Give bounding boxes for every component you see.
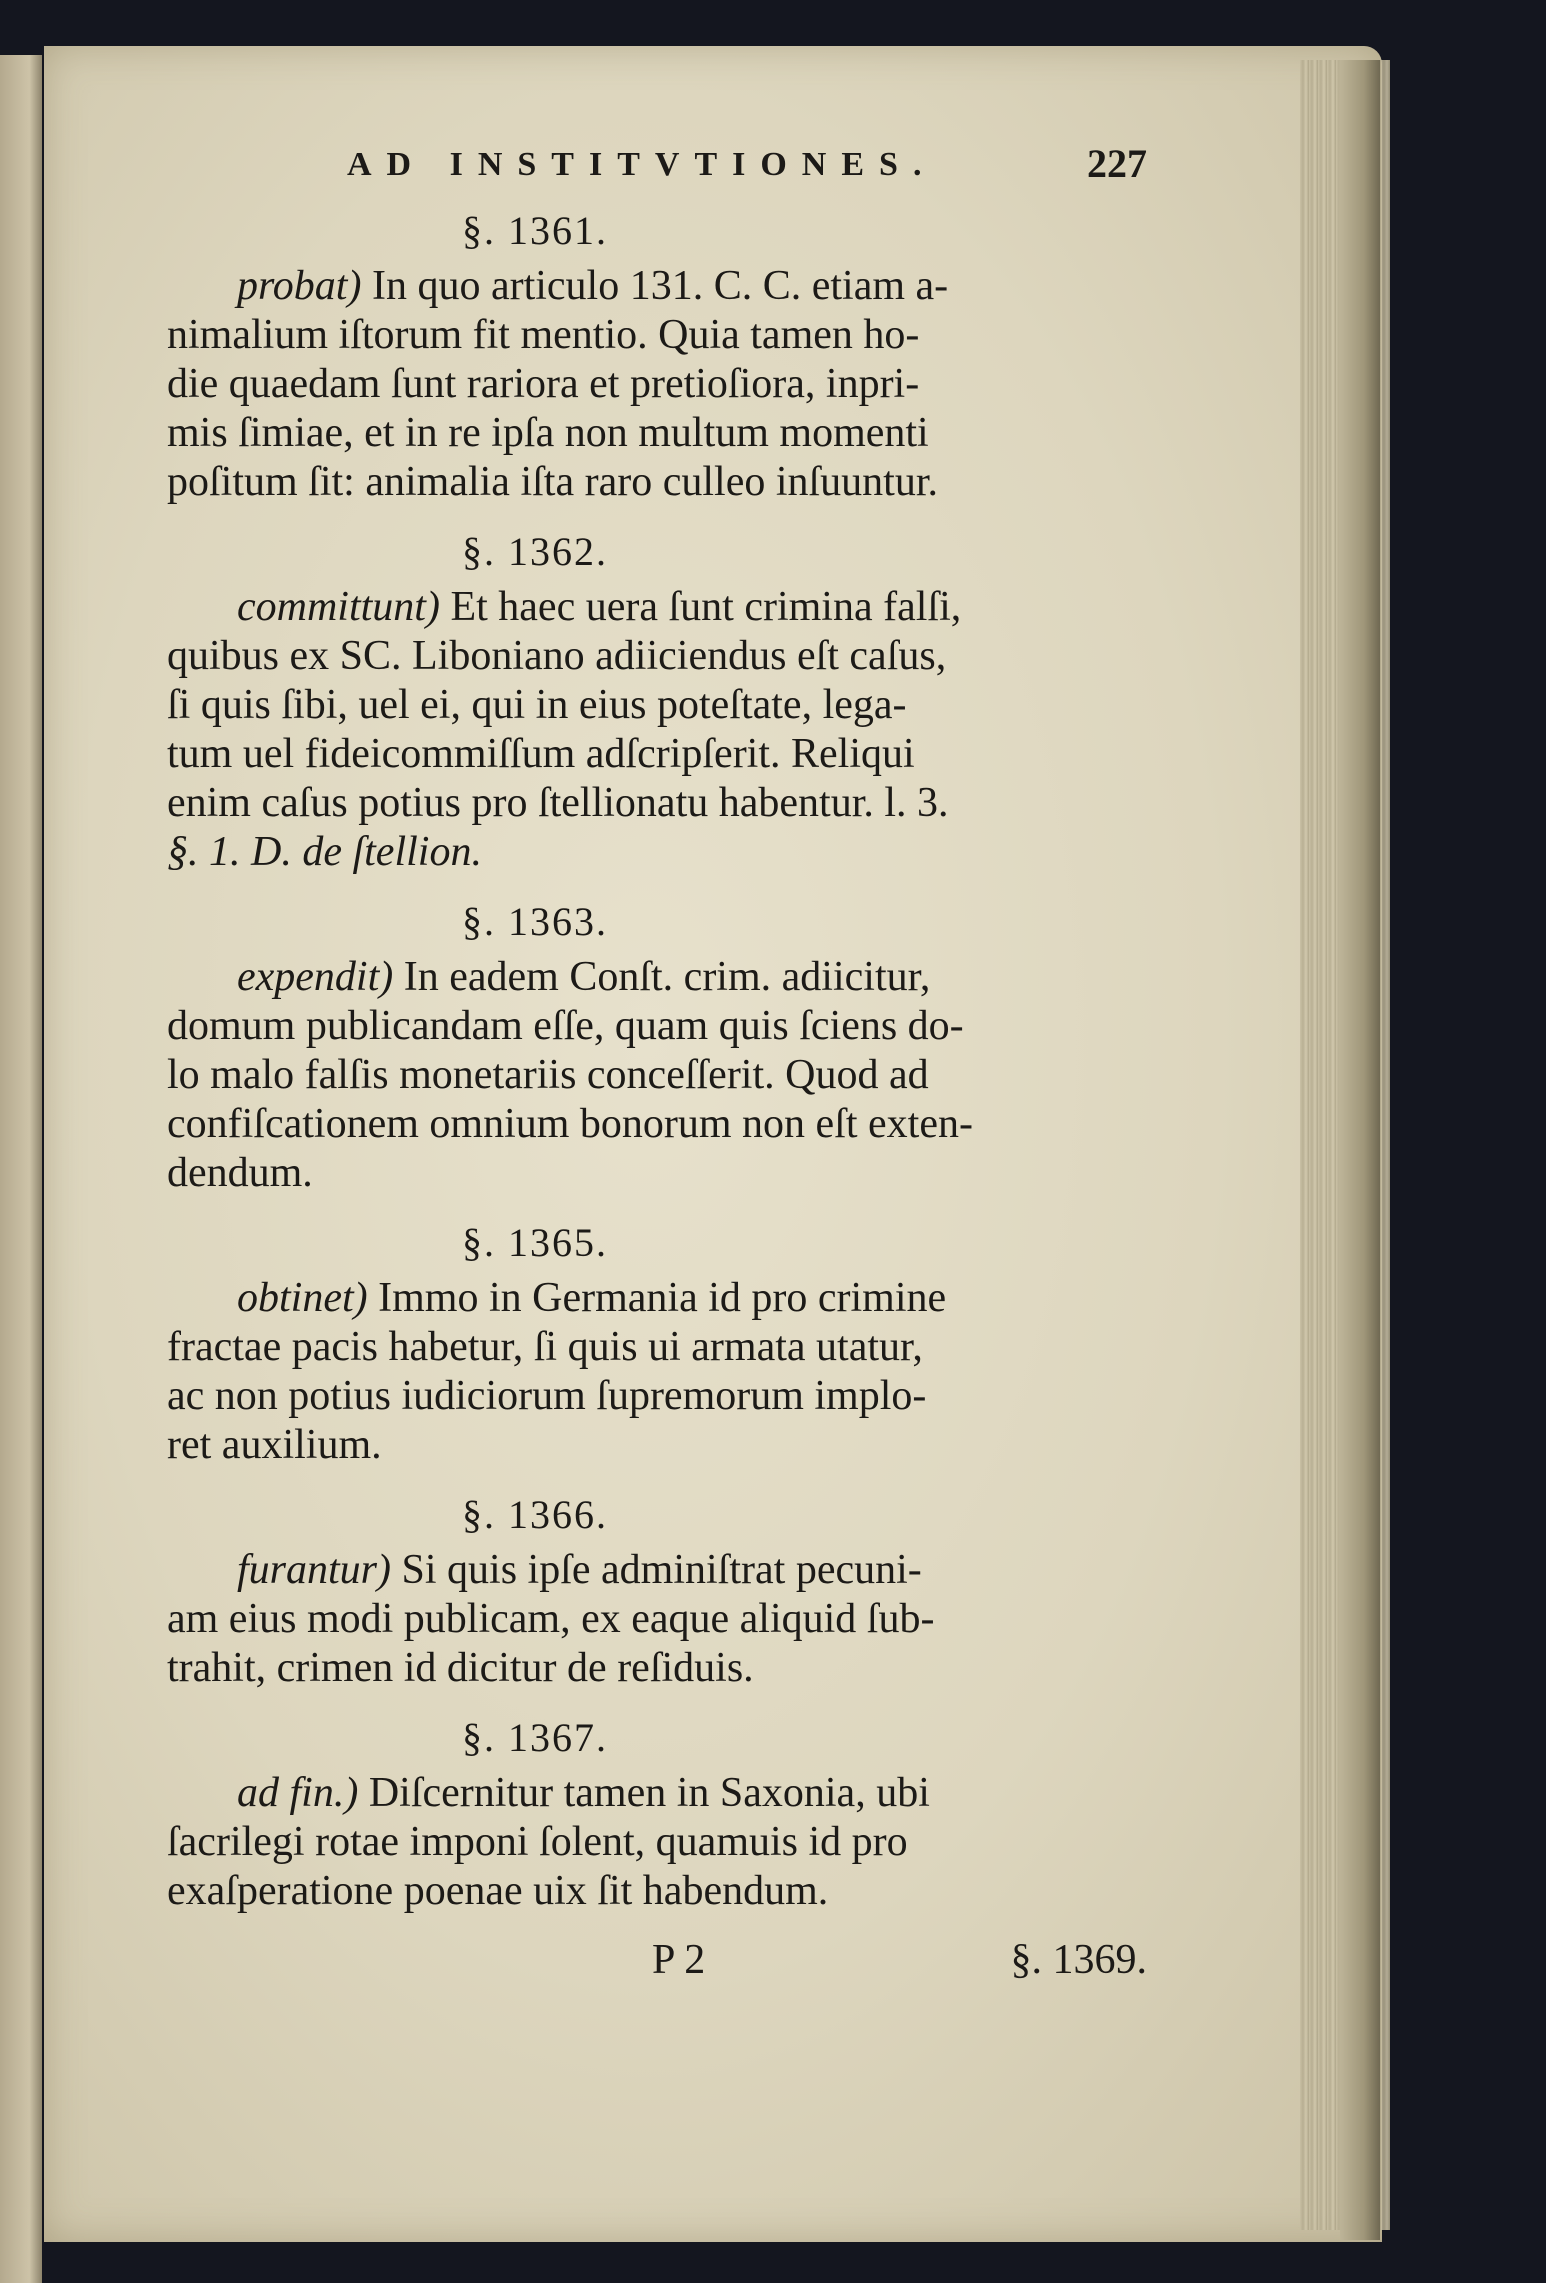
paragraph	[167, 1546, 1147, 1693]
text-line	[167, 1769, 1147, 1818]
lemma: expendit)	[237, 954, 394, 1000]
text-line: tum uel fideicommiſſum adſcripſerit. Reliqui	[167, 731, 915, 777]
text-line: trahit, crimen id dicitur de reſiduis.	[167, 1645, 754, 1691]
text-line: confiſcationem omnium bonorum non eſt exten-	[167, 1101, 973, 1147]
fore-edge	[1340, 60, 1380, 2240]
section-mark: §. 1366.	[462, 1492, 608, 1537]
text-line: lo malo falſis monetariis conceſſerit. Quod ad	[167, 1052, 929, 1098]
text-line: dendum.	[167, 1150, 313, 1196]
paragraph	[167, 583, 1147, 877]
catchword: §. 1369.	[1010, 1937, 1147, 1983]
text-line: die quaedam ſunt rariora et pretioſiora, inpri-	[167, 361, 920, 407]
text-line: quibus ex SC. Liboniano adiiciendus eſt caſus,	[167, 633, 947, 679]
previous-page-edge	[0, 55, 42, 2283]
paragraph	[167, 262, 1147, 507]
running-head	[167, 130, 1147, 200]
text-line: ret auxilium.	[167, 1422, 382, 1468]
line-text: Immo in Germania id pro crimine	[378, 1275, 947, 1321]
text-line: §. 1. D. de ſtellion.	[167, 829, 482, 875]
text-line	[167, 262, 1147, 311]
paragraph	[167, 1274, 1147, 1470]
text-line: ſi quis ſibi, uel ei, qui in eius poteſtate, lega-	[167, 682, 907, 728]
text-line: exaſperatione poenae uix ſit habendum.	[167, 1868, 829, 1914]
section-mark: §. 1361.	[462, 208, 608, 253]
page-footer	[167, 1930, 1147, 2000]
line-text: Et haec uera ſunt crimina falſi,	[450, 584, 962, 630]
running-title: AD INSTITVTIONES.	[347, 146, 937, 183]
page-text	[167, 130, 1147, 2000]
text-line: domum publicandam eſſe, quam quis ſciens do-	[167, 1003, 964, 1049]
text-line: ſacrilegi rotae imponi ſolent, quamuis id pro	[167, 1819, 908, 1865]
line-text: Si quis ipſe adminiſtrat pecuni-	[401, 1547, 922, 1593]
text-line: poſitum ſit: animalia iſta raro culleo inſuuntur.	[167, 459, 939, 505]
line-text: In quo articulo 131. C. C. etiam a-	[371, 263, 949, 309]
text-line	[167, 583, 1147, 632]
section-mark: §. 1365.	[462, 1220, 608, 1265]
text-line	[167, 953, 1147, 1002]
line-text: Diſcernitur tamen in Saxonia, ubi	[368, 1770, 930, 1816]
section-mark: §. 1367.	[462, 1715, 608, 1760]
text-line: enim caſus potius pro ſtellionatu habentur. l. 3.	[167, 780, 949, 826]
signature-mark: P 2	[652, 1937, 706, 1983]
text-line: nimalium iſtorum fit mentio. Quia tamen ho-	[167, 312, 920, 358]
line-text: In eadem Conſt. crim. adiicitur,	[403, 954, 931, 1000]
lemma: probat)	[237, 263, 362, 309]
lemma: obtinet)	[237, 1275, 368, 1321]
lemma: furantur)	[237, 1547, 392, 1593]
page-number: 227	[1087, 141, 1147, 186]
text-line: am eius modi publicam, ex eaque aliquid ſub-	[167, 1596, 935, 1642]
lemma: committunt)	[237, 584, 440, 630]
text-line	[167, 1274, 1147, 1323]
lemma: ad fin.)	[237, 1770, 359, 1816]
section-mark: §. 1363.	[462, 899, 608, 944]
text-line: mis ſimiae, et in re ipſa non multum momenti	[167, 410, 929, 456]
text-line: fractae pacis habetur, ſi quis ui armata utatur,	[167, 1324, 923, 1370]
text-line: ac non potius iudiciorum ſupremorum implo-	[167, 1373, 927, 1419]
paragraph	[167, 1769, 1147, 1916]
section-mark: §. 1362.	[462, 529, 608, 574]
paragraph	[167, 953, 1147, 1198]
text-line	[167, 1546, 1147, 1595]
